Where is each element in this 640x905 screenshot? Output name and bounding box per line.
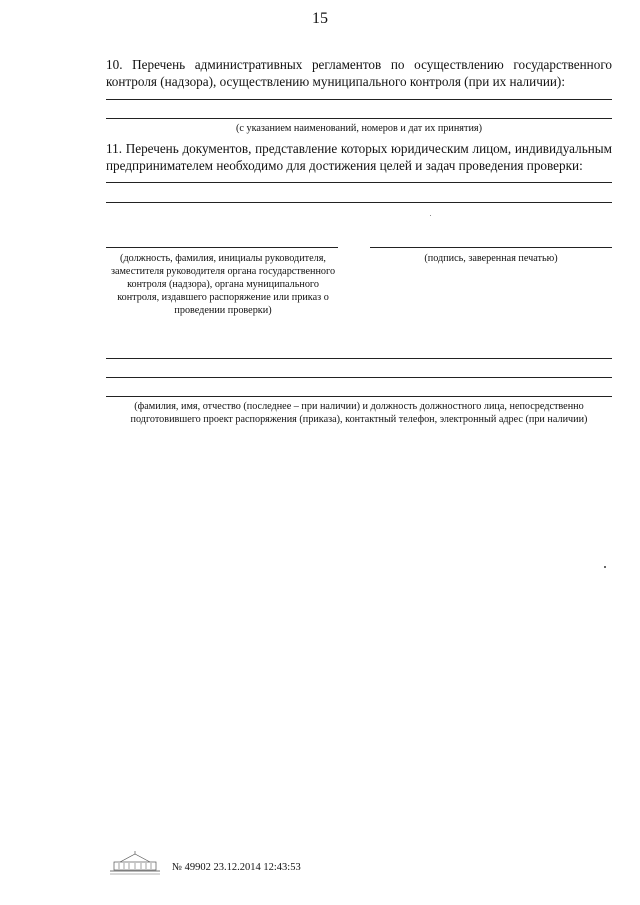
preparer-line-3 (106, 396, 612, 397)
section-10-caption: (с указанием наименований, номеров и дат их принятия) (236, 123, 482, 134)
position-line (106, 247, 338, 248)
section-10-text: 10. Перечень административных регламентов по осуществлению государственного контроля (надзора), осуществлению муниципального контроля (при их наличии): (106, 57, 612, 89)
registration-stamp-icon (106, 850, 164, 876)
registration-footer: № 49902 23.12.2014 12:43:53 (172, 862, 301, 873)
preparer-caption: (фамилия, имя, отчество (последнее – при наличии) и должность должностного лица, непосредственно подготовившего проект распоряжения (приказа), контактный телефон, электронный адрес (при наличии) (130, 401, 588, 425)
scan-speck (604, 566, 606, 568)
page-number: 15 (312, 10, 328, 27)
section-11-line-2 (106, 202, 612, 203)
scan-speck (430, 215, 431, 216)
section-10-line-2 (106, 118, 612, 119)
section-11-text: 11. Перечень документов, представление которых юридическим лицом, индивидуальным предпринимателем необходимо для достижения целей и задач проведения проверки: (106, 141, 612, 173)
signature-caption: (подпись, заверенная печатью) (424, 253, 558, 264)
section-11-line-1 (106, 182, 612, 183)
section-10-line-1 (106, 99, 612, 100)
preparer-line-2 (106, 377, 612, 378)
position-caption: (должность, фамилия, инициалы руководителя, заместителя руководителя органа государственного контроля (надзора), органа муниципального контроля, издавшего распоряжение или приказ о проведении проверки) (110, 253, 336, 316)
signature-line (370, 247, 612, 248)
preparer-line-1 (106, 358, 612, 359)
